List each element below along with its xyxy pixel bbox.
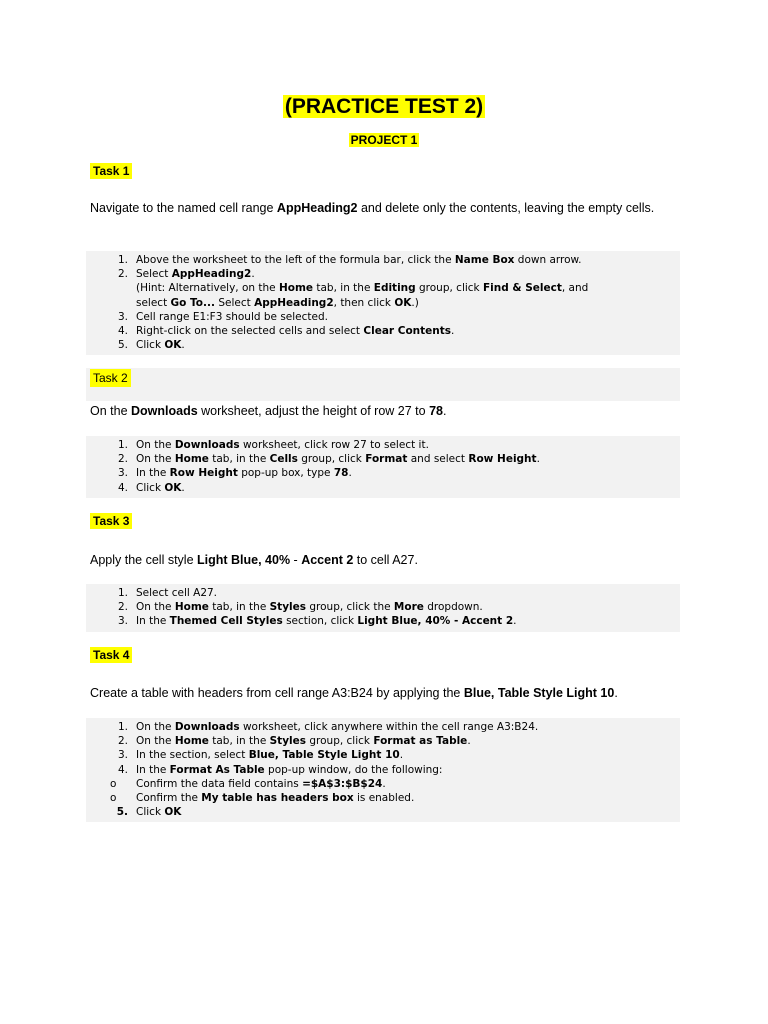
task-2-description (90, 402, 690, 420)
bold-text: Home (174, 453, 209, 466)
project-title-text: PROJECT 1 (350, 133, 418, 147)
text-run: to cell A27. (353, 553, 418, 567)
step-number: 3. (117, 310, 128, 323)
text-run: . (614, 686, 618, 700)
bold-text: Format (365, 453, 408, 466)
step-item (86, 338, 680, 352)
step-number: 4. (117, 481, 128, 494)
text-run: Create a table with headers from cell range A3:B24 by applying the (90, 686, 464, 700)
bold-text: Styles (269, 601, 307, 614)
step-item (86, 734, 680, 748)
bold-text: OK (164, 481, 182, 494)
text-run: Click (136, 481, 165, 494)
step-item (86, 614, 680, 628)
bold-text: Downloads (174, 721, 240, 733)
task-2-label-text: Task 2 (90, 369, 131, 387)
text-run: pop-up window, do the following: (264, 763, 443, 776)
text-run: tab, in the (208, 453, 270, 466)
step-item (86, 267, 680, 281)
bold-text: Styles (269, 735, 307, 748)
text-run: Click (136, 806, 165, 819)
text-run: tab, in the (208, 601, 270, 614)
bold-text: Downloads (131, 404, 198, 418)
text-run: On the (136, 453, 175, 466)
step-number: 5. (116, 806, 128, 819)
bold-text: Home (174, 601, 209, 614)
text-run: and delete only the contents, leaving the empty cells. (357, 201, 655, 215)
text-run: Select (214, 296, 255, 309)
task-2-steps (86, 436, 680, 498)
text-run: pop-up box, type (237, 467, 334, 480)
bold-text: Clear Contents (363, 325, 452, 338)
text-run: select (136, 296, 171, 309)
bold-text: Home (278, 282, 314, 295)
task-1-label (90, 163, 132, 179)
bold-text: Row Height (169, 467, 238, 480)
task-3-steps (86, 584, 680, 632)
step-number: 1. (117, 254, 128, 266)
bold-text: Light Blue, 40% - Accent 2 (357, 615, 514, 628)
step-item (86, 600, 680, 614)
step-number: 1. (117, 587, 128, 599)
step-number: 5. (117, 339, 128, 352)
text-run: In the section, select (136, 749, 249, 762)
text-run: - (290, 553, 302, 567)
task-3-description (90, 551, 690, 569)
text-run: Apply the cell style (90, 553, 197, 567)
bold-text: OK (164, 806, 182, 819)
text-run: dropdown. (423, 601, 483, 614)
step-number: 4. (117, 325, 128, 338)
bold-text: Blue, Table Style Light 10 (463, 686, 615, 700)
text-run: . (382, 777, 386, 790)
task-1-label-text: Task 1 (90, 163, 132, 179)
text-run: Navigate to the named cell range (90, 201, 277, 215)
bold-text: Blue, Table Style Light 10 (248, 749, 400, 762)
bold-text: My table has headers box (201, 792, 354, 805)
bold-text: Go To... (170, 296, 215, 309)
step-number: 4. (117, 763, 128, 776)
bold-text: Downloads (174, 439, 240, 451)
task-3-label (90, 513, 132, 529)
text-run: . (348, 467, 352, 480)
step-item (86, 296, 680, 310)
step-item (86, 720, 680, 734)
text-run: , and (561, 282, 589, 295)
text-run: Click (136, 339, 165, 352)
text-run: worksheet, adjust the height of row 27 to (197, 404, 430, 418)
bold-text: 78 (333, 467, 349, 480)
step-number: 3. (117, 615, 128, 628)
task-1-description (90, 199, 690, 217)
step-number: 2. (117, 601, 128, 614)
text-run: is enabled. (353, 792, 415, 805)
step-item (86, 438, 680, 452)
text-run: . (513, 615, 517, 628)
text-run: group, click (306, 735, 374, 748)
text-run: Above the worksheet to the left of the formula bar, click the (136, 254, 455, 266)
text-run: In the (136, 763, 170, 776)
step-number: 3. (117, 749, 128, 762)
bold-text: More (393, 601, 424, 614)
step-item (86, 452, 680, 466)
bold-text: Row Height (468, 453, 537, 466)
project-title (0, 132, 768, 148)
step-bullet: o (110, 777, 117, 790)
step-item (86, 281, 680, 295)
bold-text: Editing (373, 282, 416, 295)
step-item (86, 481, 680, 495)
step-item (86, 324, 680, 338)
task-4-steps (86, 718, 680, 822)
task-3-label-text: Task 3 (90, 513, 132, 529)
text-run: (Hint: Alternatively, on the (136, 282, 279, 295)
text-run: . (467, 735, 471, 748)
step-number: 2. (117, 453, 128, 466)
text-run: , then click (333, 296, 395, 309)
task-4-description (90, 684, 690, 702)
text-run: . (181, 481, 185, 494)
step-number: 2. (117, 268, 128, 281)
step-item (86, 748, 680, 762)
text-run: On the (90, 404, 131, 418)
task-4-label (90, 647, 132, 663)
text-run: Confirm the data field contains (136, 777, 303, 790)
text-run: . (251, 268, 255, 281)
step-item (86, 777, 680, 791)
step-item (86, 310, 680, 324)
step-item (86, 586, 680, 600)
bold-text: OK (164, 339, 182, 352)
text-run: On the (136, 735, 175, 748)
bold-text: AppHeading2 (254, 296, 334, 309)
step-item (86, 466, 680, 480)
bold-text: Themed Cell Styles (169, 615, 283, 628)
main-title-text: (PRACTICE TEST 2) (284, 95, 484, 118)
main-title (0, 94, 768, 120)
step-number: 2. (117, 735, 128, 748)
bold-text: AppHeading2 (171, 268, 252, 281)
text-run: worksheet, click row 27 to select it. (239, 439, 429, 451)
step-item (86, 791, 680, 805)
bold-text: Format As Table (169, 763, 265, 776)
text-run: . (399, 749, 404, 762)
text-run: . (451, 325, 455, 338)
bold-text: Home (174, 735, 209, 748)
text-run: Select (136, 268, 172, 281)
text-run: . (181, 339, 185, 352)
text-run: down arrow. (514, 254, 582, 266)
step-item (86, 763, 680, 777)
text-run: Right-click on the selected cells and select (136, 325, 364, 338)
text-run: section, click (282, 615, 358, 628)
bold-text: AppHeading2 (276, 201, 358, 215)
bold-text: Format as Table (373, 735, 468, 748)
text-run: group, click the (306, 601, 394, 614)
bold-text: 78 (429, 404, 443, 418)
step-number: 1. (117, 721, 128, 733)
bold-text: =$A$3:$B$24 (302, 777, 383, 790)
text-run: tab, in the (208, 735, 270, 748)
text-run: Confirm the (136, 792, 202, 805)
bold-text: Name Box (454, 254, 515, 266)
bold-text: Cells (269, 453, 298, 466)
bold-text: Light Blue, 40% (197, 553, 291, 567)
text-run: . (442, 404, 447, 418)
bold-text: OK (394, 296, 412, 309)
text-run: In the (136, 615, 170, 628)
text-run: group, click (297, 453, 366, 466)
task-4-label-text: Task 4 (90, 647, 132, 663)
text-run: Cell range E1:F3 should be selected. (136, 310, 328, 323)
step-number: 3. (117, 467, 128, 480)
task-2-label (86, 368, 680, 401)
text-run: In the (136, 467, 170, 480)
text-run: On the (136, 721, 175, 733)
text-run: and select (407, 453, 469, 466)
step-bullet: o (110, 792, 117, 805)
bold-text: Find & Select (482, 282, 562, 295)
task-1-steps (86, 251, 680, 355)
text-run: On the (136, 439, 175, 451)
text-run: tab, in the (313, 282, 374, 295)
bold-text: Accent 2 (301, 553, 354, 567)
step-number: 1. (117, 439, 128, 451)
text-run: Select cell A27. (136, 587, 218, 599)
text-run: worksheet, click anywhere within the cell range A3:B24. (239, 721, 539, 733)
step-item (86, 805, 680, 819)
text-run: . (536, 453, 540, 466)
text-run: On the (136, 601, 175, 614)
text-run: .) (411, 296, 419, 309)
text-run: group, click (415, 282, 483, 295)
step-item (86, 253, 680, 267)
